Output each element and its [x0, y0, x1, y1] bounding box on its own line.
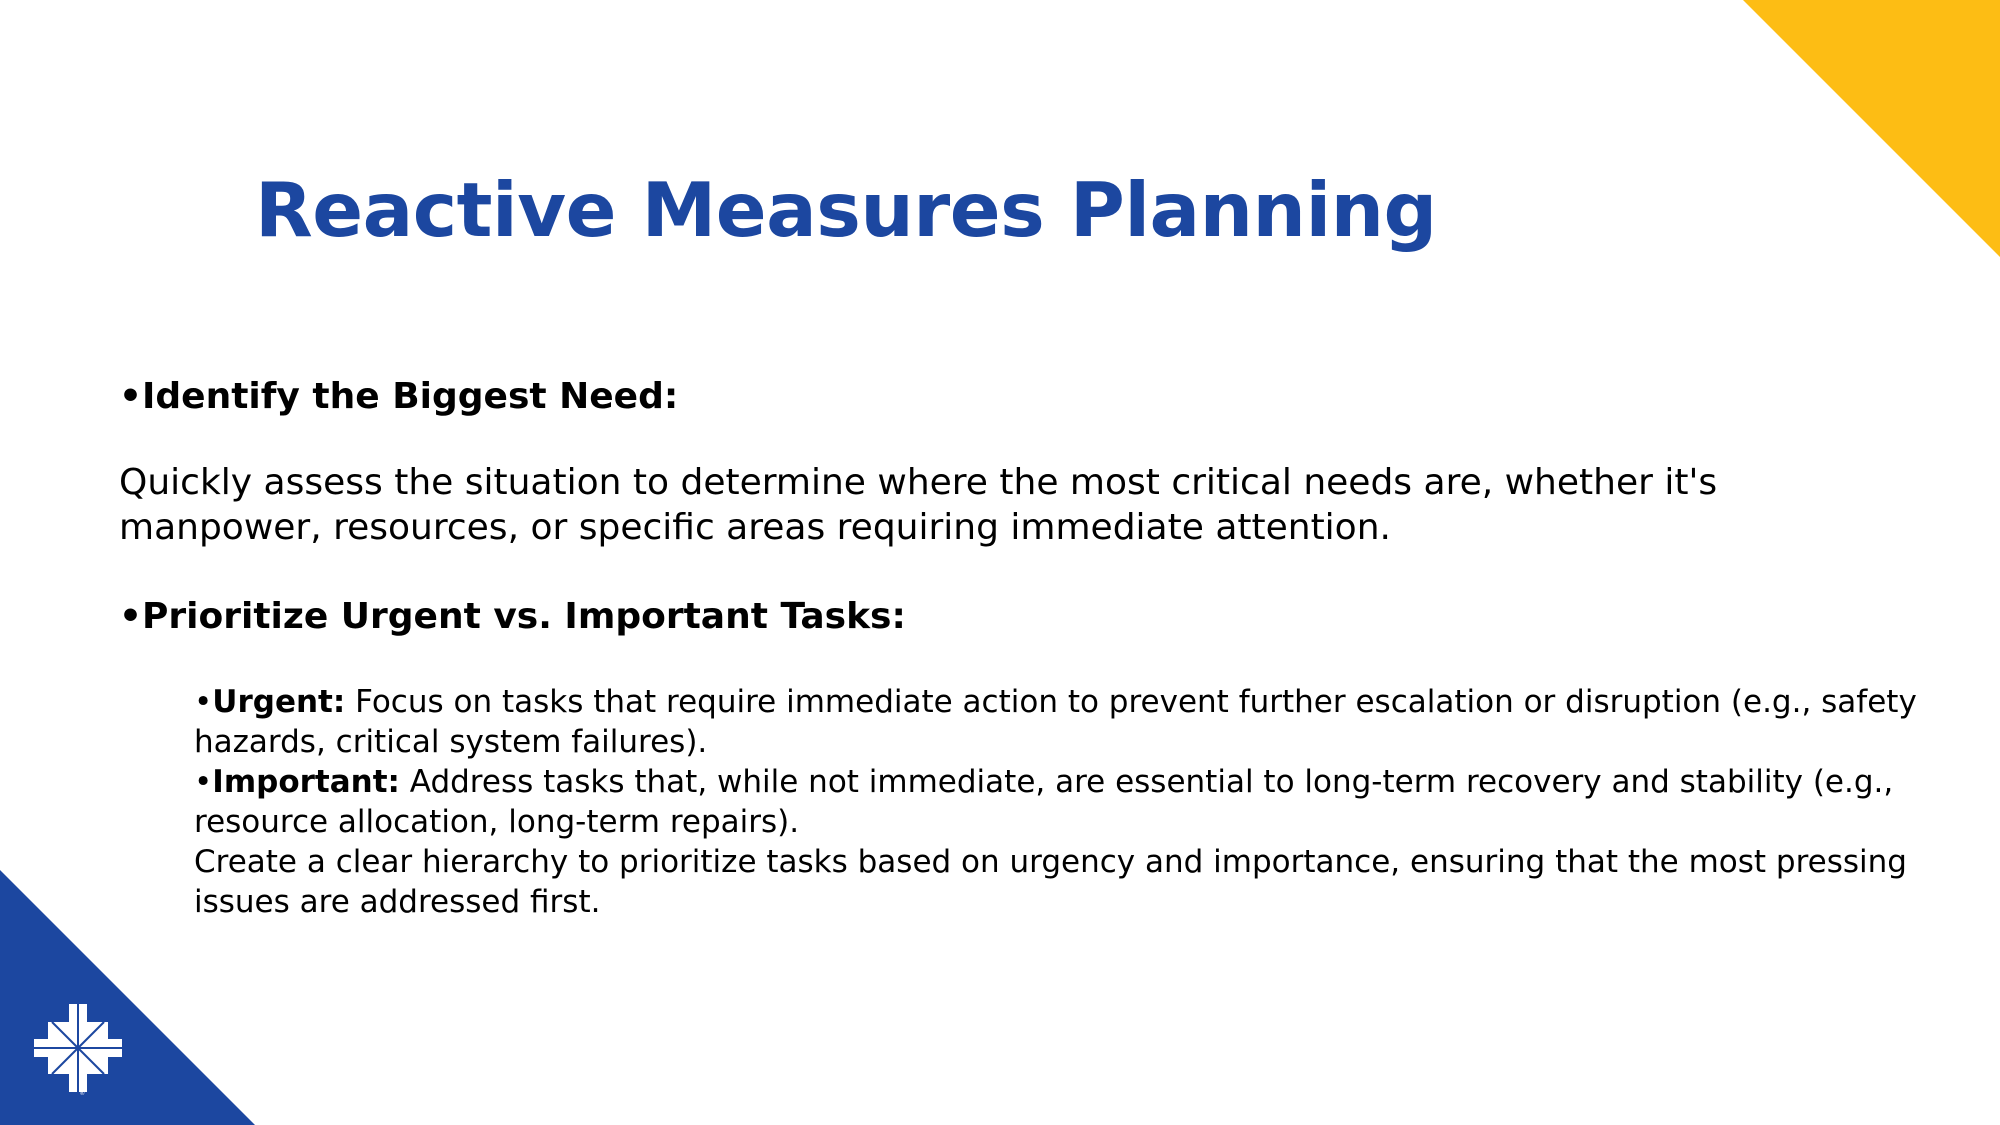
urgent-text: Focus on tasks that require immediate action to prevent further escalation or disruption (e.g., safety hazards, critical system failures). — [194, 684, 1917, 760]
heading-text: Prioritize Urgent vs. Important Tasks: — [142, 596, 906, 637]
important-text: Address tasks that, while not immediate, are essential to long-term recovery and stability (e.g., resource allocation, long-term repairs). — [194, 764, 1894, 840]
slide-body — [119, 374, 1917, 922]
top-right-yellow-triangle — [1743, 0, 2000, 257]
bullet: • — [194, 684, 213, 720]
urgent-item — [194, 682, 1944, 762]
slide-title: Reactive Measures Planning — [255, 166, 1437, 254]
bullet: • — [194, 764, 213, 800]
prioritize-details — [194, 682, 1944, 922]
bullet: • — [119, 596, 143, 637]
important-label: Important: — [212, 764, 400, 800]
svg-text:®: ® — [80, 1091, 85, 1096]
important-item — [194, 762, 1944, 842]
identify-paragraph: Quickly assess the situation to determine where the most critical needs are, whether it's manpower, resources, or specific areas requiring immediate attention. — [119, 462, 1718, 548]
heading-prioritize-tasks — [119, 594, 1819, 640]
bullet: • — [119, 376, 143, 417]
heading-identify-biggest-need — [119, 374, 1819, 420]
heading-text: Identify the Biggest Need: — [142, 376, 679, 417]
summary-text: Create a clear hierarchy to prioritize tasks based on urgency and importance, ensuring that the most pressing issues are addressed first. — [194, 844, 1907, 920]
urgent-label: Urgent: — [212, 684, 346, 720]
medical-cross-logo-icon — [30, 1000, 126, 1096]
